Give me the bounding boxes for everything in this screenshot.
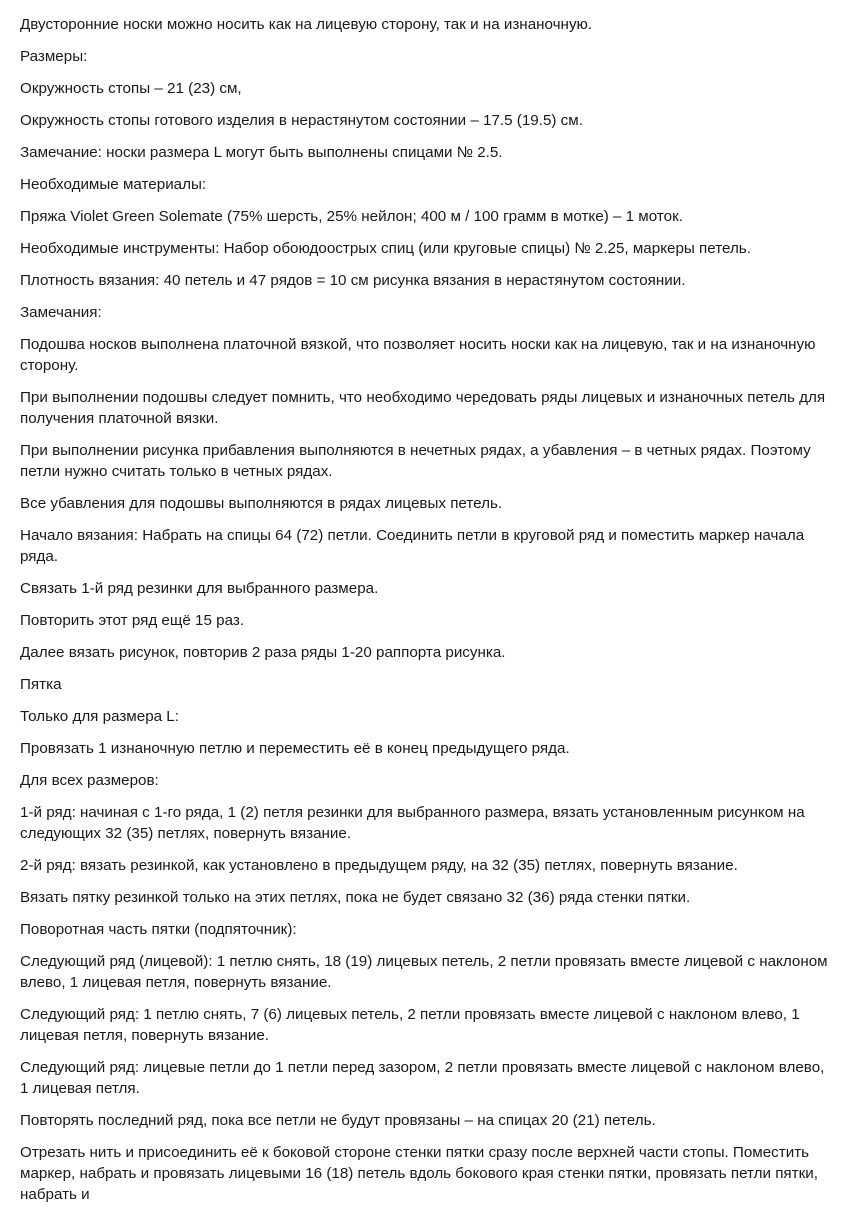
paragraph-note-size-l: Замечание: носки размера L могут быть выполнены спицами № 2.5.	[20, 144, 503, 161]
paragraph-cast-on: Начало вязания: Набрать на спицы 64 (72) петли. Соединить петли в круговой ряд и поместить маркер начала ряда.	[20, 527, 805, 565]
paragraph-rib-row: Связать 1-й ряд резинки для выбранного размера.	[20, 580, 379, 597]
heading-size-l-only: Только для размера L:	[20, 708, 179, 725]
paragraph-note-increases: При выполнении рисунка прибавления выполняются в нечетных рядах, а убавления – в четных рядах. Поэтому петли нужно считать только в четных рядах.	[20, 442, 811, 480]
heading-all-sizes: Для всех размеров:	[20, 772, 159, 789]
heading-heel-turn: Поворотная часть пятки (подпяточник):	[20, 921, 297, 938]
paragraph-note-decreases: Все убавления для подошвы выполняются в рядах лицевых петель.	[20, 495, 503, 512]
paragraph-yarn: Пряжа Violet Green Solemate (75% шерсть, 25% нейлон; 400 м / 100 грамм в мотке) – 1 моток.	[20, 208, 683, 225]
heading-sizes: Размеры:	[20, 48, 88, 65]
paragraph-heel-turn-row-a: Следующий ряд (лицевой): 1 петлю снять, 18 (19) лицевых петель, 2 петли провязать вместе лицевой с наклоном влево, 1 лицевая петля, повернуть вязание.	[20, 953, 828, 991]
paragraph-intro: Двусторонние носки можно носить как на лицевую сторону, так и на изнаночную.	[20, 16, 593, 33]
paragraph-row-2: 2-й ряд: вязать резинкой, как установлено в предыдущем ряду, на 32 (35) петлях, повернуть вязание.	[20, 857, 738, 874]
paragraph-note-sole: Подошва носков выполнена платочной вязкой, что позволяет носить носки как на лицевую, так и на изнаночную сторону.	[20, 336, 816, 374]
paragraph-foot-circumference: Окружность стопы – 21 (23) см,	[20, 80, 242, 97]
paragraph-cut-yarn: Отрезать нить и присоединить её к боковой стороне стенки пятки сразу после верхней части стопы. Поместить маркер, набрать и провязать лицевыми 16 (18) петель вдоль бокового края стенки пятки, провязать петли пятки, набрать и	[20, 1144, 818, 1203]
paragraph-finished-circumference: Окружность стопы готового изделия в нерастянутом состоянии – 17.5 (19.5) см.	[20, 112, 583, 129]
paragraph-pattern: Далее вязать рисунок, повторив 2 раза ряды 1-20 раппорта рисунка.	[20, 644, 506, 661]
document-page	[20, 14, 832, 1216]
paragraph-heel-turn-row-c: Следующий ряд: лицевые петли до 1 петли перед зазором, 2 петли провязать вместе лицевой с наклоном влево, 1 лицевая петля.	[20, 1059, 825, 1097]
heading-notes: Замечания:	[20, 304, 102, 321]
paragraph-purl-move: Провязать 1 изнаночную петлю и переместить её в конец предыдущего ряда.	[20, 740, 570, 757]
heading-heel: Пятка	[20, 676, 62, 693]
paragraph-tools: Необходимые инструменты: Набор обоюдоострых спиц (или круговые спицы) № 2.25, маркеры петель.	[20, 240, 751, 257]
heading-materials: Необходимые материалы:	[20, 176, 207, 193]
paragraph-heel-flap: Вязать пятку резинкой только на этих петлях, пока не будет связано 32 (36) ряда стенки пятки.	[20, 889, 691, 906]
paragraph-repeat-row: Повторить этот ряд ещё 15 раз.	[20, 612, 245, 629]
paragraph-note-garter: При выполнении подошвы следует помнить, что необходимо чередовать ряды лицевых и изнаночных петель для получения платочной вязки.	[20, 389, 826, 427]
paragraph-repeat-last-row: Повторять последний ряд, пока все петли не будут провязаны – на спицах 20 (21) петель.	[20, 1112, 656, 1129]
paragraph-row-1: 1-й ряд: начиная с 1-го ряда, 1 (2) петля резинки для выбранного размера, вязать установленным рисунком на следующих 32 (35) петлях, повернуть вязание.	[20, 804, 805, 842]
paragraph-gauge: Плотность вязания: 40 петель и 47 рядов = 10 см рисунка вязания в нерастянутом состоянии.	[20, 272, 686, 289]
paragraph-heel-turn-row-b: Следующий ряд: 1 петлю снять, 7 (6) лицевых петель, 2 петли провязать вместе лицевой с наклоном влево, 1 лицевая петля, повернуть вязание.	[20, 1006, 800, 1044]
